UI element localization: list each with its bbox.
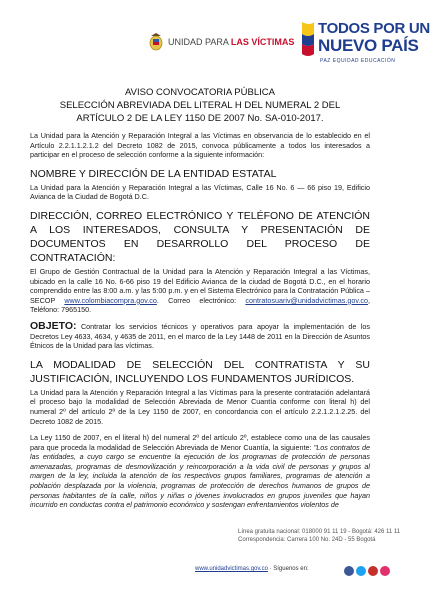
- colombia-coat-of-arms-icon: [148, 33, 164, 51]
- contacto-text-b: . Correo electrónico:: [156, 295, 246, 305]
- facebook-icon[interactable]: [344, 566, 354, 576]
- ley-text: La Ley 1150 de 2007, en el literal h) del numeral 2º del artículo 2º, establece como una de las causales para que proceda la modalidad de Selección Abreviada de Menor Cuantía, la siguiente:: [30, 433, 370, 452]
- todos-line1: TODOS POR UN: [318, 20, 430, 37]
- document-body: [30, 86, 370, 517]
- follow-label: Síguenos en:: [273, 566, 309, 572]
- title-line-3: ARTÍCULO 2 DE LA LEY 1150 DE 2007 No. SA-010-2017.: [76, 113, 324, 124]
- logo-prefix: UNIDAD PARA: [168, 37, 231, 47]
- colombia-flag-icon: [300, 20, 316, 60]
- entidad-paragraph: La Unidad para la Atención y Reparación Integral a las Víctimas, Calle 16 No. 6 — 66 piso 19, Edificio Avianca de la Ciudad de Bogotá D.C.: [30, 182, 370, 202]
- objeto-label: OBJETO:: [30, 319, 77, 332]
- secop-link[interactable]: www.colombiacompra.gov.co: [64, 295, 157, 305]
- todos-line2: NUEVO PAÍS: [318, 36, 419, 55]
- instagram-icon[interactable]: [380, 566, 390, 576]
- todos-por-un-nuevo-pais-logo: [300, 20, 430, 76]
- section-heading-entidad: NOMBRE Y DIRECCIÓN DE LA ENTIDAD ESTATAL: [30, 167, 277, 180]
- intro-paragraph: La Unidad para la Atención y Reparación Integral a las Víctimas en observancia de lo establecido en el Artículo 2.2.1.1.2.1.2 del Decreto 1082 de 2015, convoca públicamente a todos los interesados a participar en el proceso de selección conforme a la siguiente información:: [30, 131, 370, 160]
- contacto-text-a: El Grupo de Gestión Contractual de la Unidad para la Atención y Reparación Integral a las Víctimas, ubicado en la calle 16 No. 6-66 piso 19 del Edificio Avianca de la ciudad de Bogotá D.C., en el horario comprendido entre las 8:00 a.m. y las 5:00 p.m. y en el Sistema Electrónico para la Contratación Pública – SECOP: [30, 266, 370, 305]
- footer-contact: [238, 528, 400, 544]
- title-line-1: AVISO CONVOCATORIA PÚBLICA: [125, 87, 275, 98]
- section-heading-contacto: DIRECCIÓN, CORREO ELECTRÓNICO Y TELÉFONO DE ATENCIÓN A LOS INTERESADOS, CONSULTA Y PRESENTACIÓN DE DOCUMENTOS EN DESARROLLO DEL PROCESO DE CONTRATACIÓN:: [30, 209, 370, 264]
- website-link[interactable]: www.unidadvictimas.gov.co: [195, 566, 268, 572]
- unidad-victimas-logo: [168, 37, 294, 47]
- logo-highlight: LAS VÍCTIMAS: [230, 37, 295, 47]
- modalidad-paragraph: La Unidad para la Atención y Reparación Integral a las Víctimas para la presente contratación adelantará el proceso bajo la modalidad de Selección Abreviada de Menor Cuantía conforme con literal h) del numeral 2º del artículo 2º de la Ley 1150 de 2007, en concordancia con el artículo 2.2.1.2.1.2.25. del Decreto 1082 de 2015.: [30, 387, 370, 426]
- contacto-text-c: , Teléfono: 7965150.: [30, 295, 371, 315]
- footer-website: www.unidadvictimas.gov.co · Síguenos en:: [195, 566, 309, 572]
- document-title: [30, 86, 370, 125]
- objeto-text: Contratar los servicios técnicos y operativos para apoyar la implementación de los Decretos Ley 4633, 4634, y 4635 de 2011, en el marco de la Ley 1448 de 2011 en la Dirección de Asuntos Étnicos de la Unidad para las víctimas.: [30, 321, 370, 351]
- twitter-icon[interactable]: [356, 566, 366, 576]
- footer-phone-line: Línea gratuita nacional: 018000 91 11 19 - Bogotá: 426 11 11: [238, 529, 401, 535]
- ley-quote: "Los contratos de las entidades, a cuyo cargo se encuentre la ejecución de los programas de protección de personas amenazadas, programas de desmovilización y reincorporación a la vida civil de personas y grupos al margen de la ley, incluida la atención de los respectivos grupos familiares, programas de atención a población desplazada por la violencia, programas de protección de derechos humanos de grupos de personas habitantes de la calle, niños y niñas o jóvenes involucrados en grupos juveniles que hayan incurrido en conductas contra el patrimonio económico y sostengan enfrentamientos violentos de: [30, 442, 370, 510]
- email-link[interactable]: contratosuariv@unidadvictimas.gov.co: [245, 295, 369, 305]
- social-icons: [342, 563, 390, 581]
- objeto-paragraph: [30, 319, 370, 351]
- todos-line3: PAZ EQUIDAD EDUCACIÓN: [320, 58, 396, 64]
- youtube-icon[interactable]: [368, 566, 378, 576]
- title-line-2: SELECCIÓN ABREVIADA DEL LITERAL H DEL NUMERAL 2 DEL: [59, 100, 341, 111]
- page-header: [0, 0, 430, 70]
- section-heading-modalidad: LA MODALIDAD DE SELECCIÓN DEL CONTRATISTA Y SU JUSTIFICACIÓN, INCLUYENDO LOS FUNDAMENTOS JURÍDICOS.: [30, 358, 370, 385]
- footer-address-line: Correspondencia: Carrera 100 No. 24D - 55 Bogotá: [238, 537, 376, 543]
- ley-paragraph: [30, 433, 370, 510]
- contacto-paragraph: [30, 267, 370, 315]
